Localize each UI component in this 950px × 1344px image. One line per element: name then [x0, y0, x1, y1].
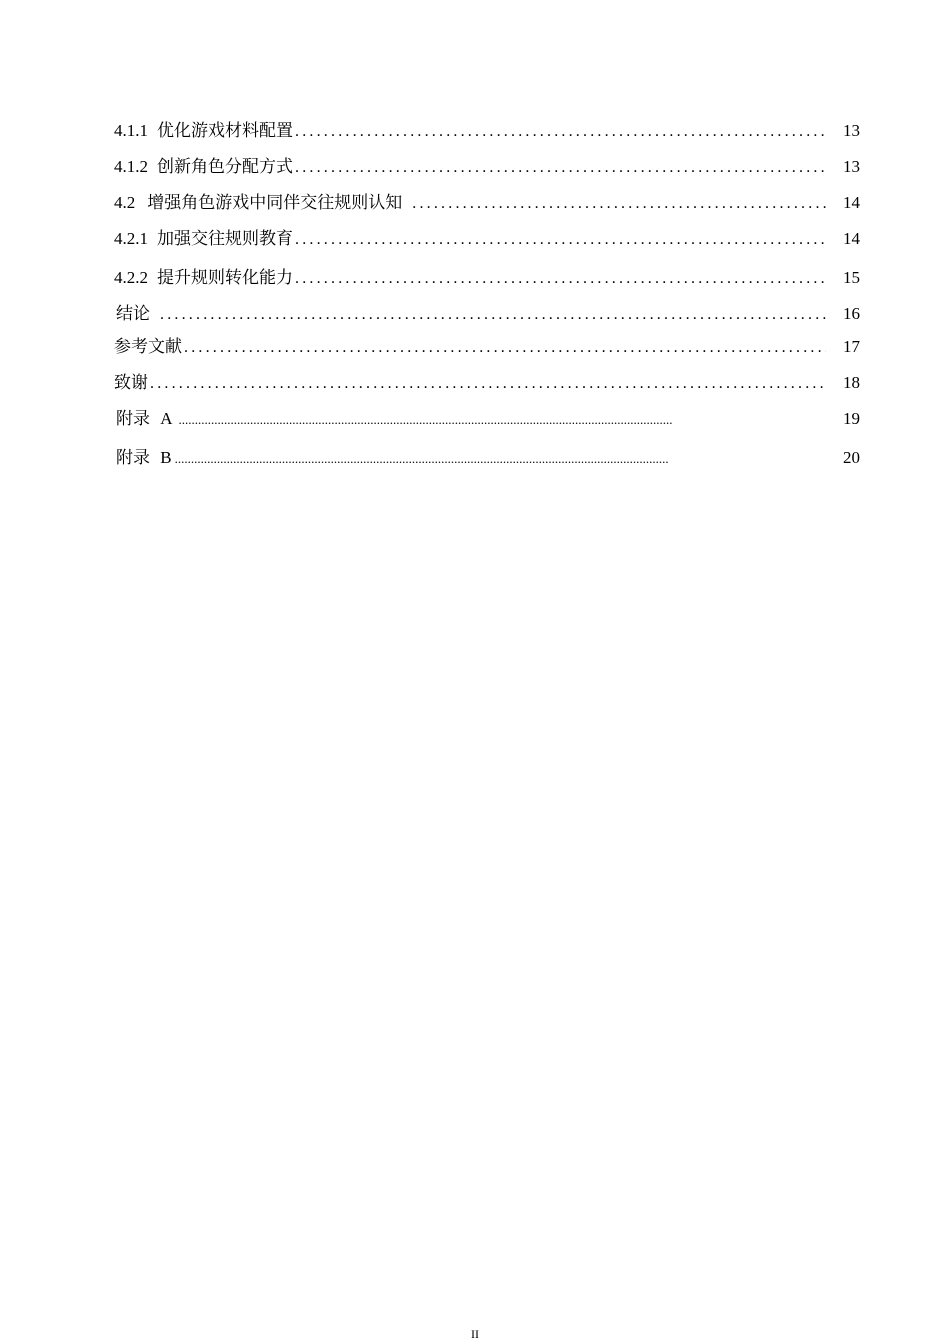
- dot-leader: [412, 194, 826, 214]
- toc-entry-number: 4.1.1: [114, 121, 148, 140]
- toc-entry-page: 17: [843, 337, 860, 356]
- dot-leader: [150, 374, 826, 394]
- toc-entry-title: 加强交往规则教育: [157, 229, 293, 248]
- toc-entry[interactable]: [114, 267, 860, 289]
- toc-entry-number: 4.2: [114, 193, 136, 212]
- toc-entry[interactable]: [114, 192, 860, 214]
- toc-entry-number: 4.2.2: [114, 268, 148, 287]
- toc-entry-page: 14: [843, 193, 860, 212]
- toc-entry-page: 16: [843, 304, 860, 323]
- toc-entry-number: 4.2.1: [114, 229, 148, 248]
- toc-entry-title: 优化游戏材料配置: [157, 121, 293, 140]
- dot-leader: [295, 122, 826, 142]
- toc-entry-page: 20: [843, 448, 860, 467]
- toc-entry-page: 18: [843, 373, 860, 392]
- toc-entry-page: 19: [843, 409, 860, 428]
- dot-leader: [179, 410, 838, 430]
- toc-entry-number: 4.1.2: [114, 157, 148, 176]
- toc-entry[interactable]: [114, 372, 860, 394]
- toc-entry-page: 15: [843, 268, 860, 287]
- toc-entry-page: 14: [843, 229, 860, 248]
- toc-entry-title: 致谢: [114, 373, 148, 392]
- toc-entry-title: 结论: [116, 304, 150, 323]
- toc-entry-title: 创新角色分配方式: [157, 157, 293, 176]
- toc-entry-page: 13: [843, 121, 860, 140]
- page-number: II: [471, 1327, 479, 1341]
- toc-entry-title: 附录 A: [116, 409, 173, 428]
- dot-leader: [160, 305, 826, 325]
- toc-entry[interactable]: [114, 447, 860, 469]
- toc-entry-title: 参考文献: [114, 337, 182, 356]
- toc-entry[interactable]: [114, 228, 860, 250]
- toc-entry[interactable]: [114, 336, 860, 358]
- toc-entry-page: 13: [843, 157, 860, 176]
- toc-entry-title: 提升规则转化能力: [157, 268, 293, 287]
- dot-leader: [295, 269, 826, 289]
- table-of-contents: [114, 118, 860, 469]
- toc-entry[interactable]: [114, 408, 860, 430]
- dot-leader: [175, 449, 838, 469]
- dot-leader: [295, 158, 826, 178]
- toc-entry[interactable]: [114, 120, 860, 142]
- toc-entry[interactable]: [114, 156, 860, 178]
- toc-entry[interactable]: [114, 303, 860, 325]
- dot-leader: [184, 338, 826, 358]
- dot-leader: [295, 230, 826, 250]
- toc-entry-title: 附录 B: [116, 448, 172, 467]
- toc-entry-title: 增强角色游戏中同伴交往规则认知: [147, 193, 403, 212]
